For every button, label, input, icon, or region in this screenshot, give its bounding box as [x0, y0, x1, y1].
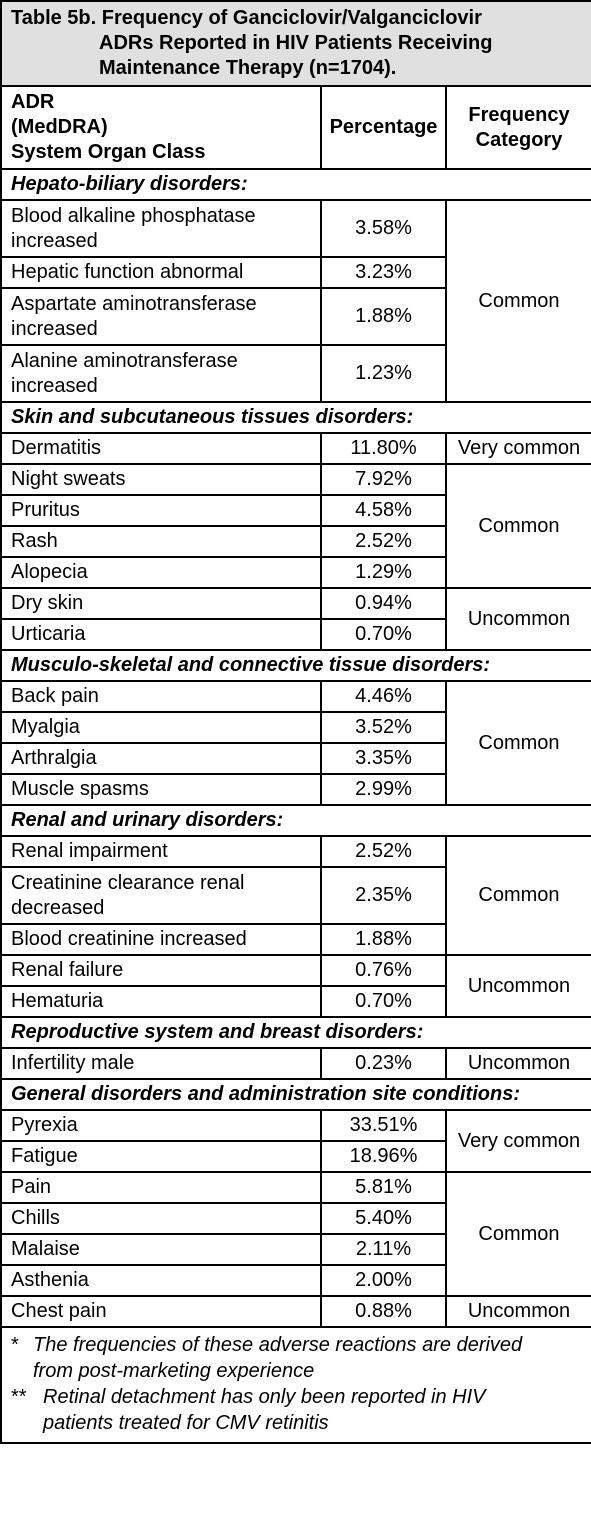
footnote-1-text: [33, 1332, 522, 1384]
section-row: [1, 805, 591, 836]
table-row: [1, 1172, 591, 1203]
table-row: [1, 1296, 591, 1327]
adr-percentage: 0.70%: [321, 619, 446, 650]
adr-name: Pruritus: [1, 495, 321, 526]
adr-name-line-2: increased: [11, 317, 98, 340]
section-row: [1, 650, 591, 681]
adr-name: Dry skin: [1, 588, 321, 619]
header-percentage: Percentage: [321, 86, 446, 169]
adr-percentage: 5.81%: [321, 1172, 446, 1203]
section-musculo-skeletal: Musculo-skeletal and connective tissue disorders:: [1, 650, 591, 681]
adr-name: Night sweats: [1, 464, 321, 495]
section-reproductive: Reproductive system and breast disorders:: [1, 1017, 591, 1048]
adr-name: Fatigue: [1, 1141, 321, 1172]
footnote-1: [11, 1332, 582, 1384]
frequency-category: Uncommon: [446, 1048, 591, 1079]
header-adr-line-1: ADR: [11, 91, 55, 113]
header-adr-line-3: System Organ Class: [11, 141, 206, 163]
adr-name: Urticaria: [1, 619, 321, 650]
footnote-1-line-2: from post-marketing experience: [33, 1360, 315, 1382]
adr-name: Alopecia: [1, 557, 321, 588]
table-row: [1, 836, 591, 867]
adr-percentage: 0.88%: [321, 1296, 446, 1327]
adr-percentage: 1.88%: [321, 924, 446, 955]
adr-name: Hematuria: [1, 986, 321, 1017]
adr-percentage: 2.35%: [321, 867, 446, 924]
section-row: [1, 1017, 591, 1048]
adr-name-line-2: increased: [11, 374, 98, 397]
title-row: [1, 1, 591, 86]
footnote-2-mark: **: [11, 1386, 27, 1408]
table-row: [1, 1048, 591, 1079]
adr-percentage: 3.23%: [321, 257, 446, 288]
adr-percentage: 1.88%: [321, 288, 446, 345]
header-freq-line-2: Category: [475, 128, 563, 151]
adr-percentage: 0.23%: [321, 1048, 446, 1079]
adr-name-line-1: Creatinine clearance renal: [11, 871, 245, 894]
header-frequency-category: [446, 86, 591, 169]
table-row: [1, 433, 591, 464]
footnote-2-line-2: patients treated for CMV retinitis: [43, 1412, 329, 1434]
adr-name: Infertility male: [1, 1048, 321, 1079]
frequency-category: Common: [446, 200, 591, 402]
adr-percentage: 2.99%: [321, 774, 446, 805]
adr-name: Hepatic function abnormal: [1, 257, 321, 288]
table-row: [1, 955, 591, 986]
table-row: [1, 681, 591, 712]
adr-percentage: 2.52%: [321, 836, 446, 867]
adr-name: Malaise: [1, 1234, 321, 1265]
section-row: [1, 169, 591, 200]
frequency-category: Common: [446, 464, 591, 588]
adr-percentage: 3.35%: [321, 743, 446, 774]
table-row: [1, 1110, 591, 1141]
adr-name: Back pain: [1, 681, 321, 712]
adr-percentage: 4.58%: [321, 495, 446, 526]
adr-percentage: 0.94%: [321, 588, 446, 619]
adr-percentage: 2.00%: [321, 1265, 446, 1296]
adr-name: [1, 345, 321, 402]
footnote-2: [11, 1384, 582, 1436]
adr-name: [1, 200, 321, 257]
adr-percentage: 1.29%: [321, 557, 446, 588]
adr-name: Dermatitis: [1, 433, 321, 464]
section-row: [1, 1079, 591, 1110]
section-skin: Skin and subcutaneous tissues disorders:: [1, 402, 591, 433]
footnote-1-line-1: The frequencies of these adverse reactions are derived: [33, 1334, 523, 1356]
table-row: [1, 588, 591, 619]
adr-percentage: 1.23%: [321, 345, 446, 402]
footnote-2-line-1: Retinal detachment has only been reported in HIV: [43, 1386, 486, 1408]
adr-percentage: 3.58%: [321, 200, 446, 257]
adr-percentage: 2.11%: [321, 1234, 446, 1265]
section-row: [1, 402, 591, 433]
adr-percentage: 2.52%: [321, 526, 446, 557]
adr-name-line-2: decreased: [11, 896, 105, 919]
frequency-category: Uncommon: [446, 1296, 591, 1327]
adr-name-line-1: Blood alkaline phosphatase: [11, 204, 256, 227]
adr-percentage: 18.96%: [321, 1141, 446, 1172]
adr-name: Pyrexia: [1, 1110, 321, 1141]
adr-name: Chest pain: [1, 1296, 321, 1327]
frequency-category: Common: [446, 836, 591, 955]
frequency-category: Uncommon: [446, 955, 591, 1017]
adr-percentage: 4.46%: [321, 681, 446, 712]
table-row: [1, 464, 591, 495]
section-hepato-biliary: Hepato-biliary disorders:: [1, 169, 591, 200]
header-row: [1, 86, 591, 169]
adr-name: Blood creatinine increased: [1, 924, 321, 955]
adr-name-line-1: Aspartate aminotransferase: [11, 292, 257, 315]
frequency-category: Uncommon: [446, 588, 591, 650]
adr-name: [1, 288, 321, 345]
adr-percentage: 3.52%: [321, 712, 446, 743]
adr-name: Chills: [1, 1203, 321, 1234]
adr-name: Rash: [1, 526, 321, 557]
adr-name: Arthralgia: [1, 743, 321, 774]
adr-name-line-1: Alanine aminotransferase: [11, 349, 238, 372]
title-line-2: ADRs Reported in HIV Patients Receiving: [99, 32, 493, 54]
adr-percentage: 11.80%: [321, 433, 446, 464]
frequency-category: Very common: [446, 433, 591, 464]
adr-percentage: 0.76%: [321, 955, 446, 986]
table-row: [1, 200, 591, 257]
frequency-category: Common: [446, 681, 591, 805]
adr-percentage: 7.92%: [321, 464, 446, 495]
adr-percentage: 5.40%: [321, 1203, 446, 1234]
adr-name-line-2: increased: [11, 229, 98, 252]
footnotes: [1, 1327, 591, 1443]
frequency-category: Common: [446, 1172, 591, 1296]
adr-name: [1, 867, 321, 924]
footnote-2-text: [43, 1384, 486, 1436]
frequency-category: Very common: [446, 1110, 591, 1172]
adr-name: Asthenia: [1, 1265, 321, 1296]
adr-name: Renal impairment: [1, 836, 321, 867]
adr-name: Renal failure: [1, 955, 321, 986]
title-line-1: Table 5b. Frequency of Ganciclovir/Valganciclovir: [11, 7, 482, 29]
adr-name: Myalgia: [1, 712, 321, 743]
adr-percentage: 0.70%: [321, 986, 446, 1017]
title-line-3: Maintenance Therapy (n=1704).: [99, 57, 397, 79]
adr-percentage: 33.51%: [321, 1110, 446, 1141]
header-adr-line-2: (MedDRA): [11, 116, 108, 138]
footnote-row: [1, 1327, 591, 1443]
header-freq-line-1: Frequency: [468, 103, 570, 126]
adr-name: Muscle spasms: [1, 774, 321, 805]
table-title: [1, 1, 591, 86]
section-general: General disorders and administration site conditions:: [1, 1079, 591, 1110]
section-renal: Renal and urinary disorders:: [1, 805, 591, 836]
footnote-1-mark: *: [11, 1334, 19, 1356]
adr-name: Pain: [1, 1172, 321, 1203]
header-adr: [1, 86, 321, 169]
